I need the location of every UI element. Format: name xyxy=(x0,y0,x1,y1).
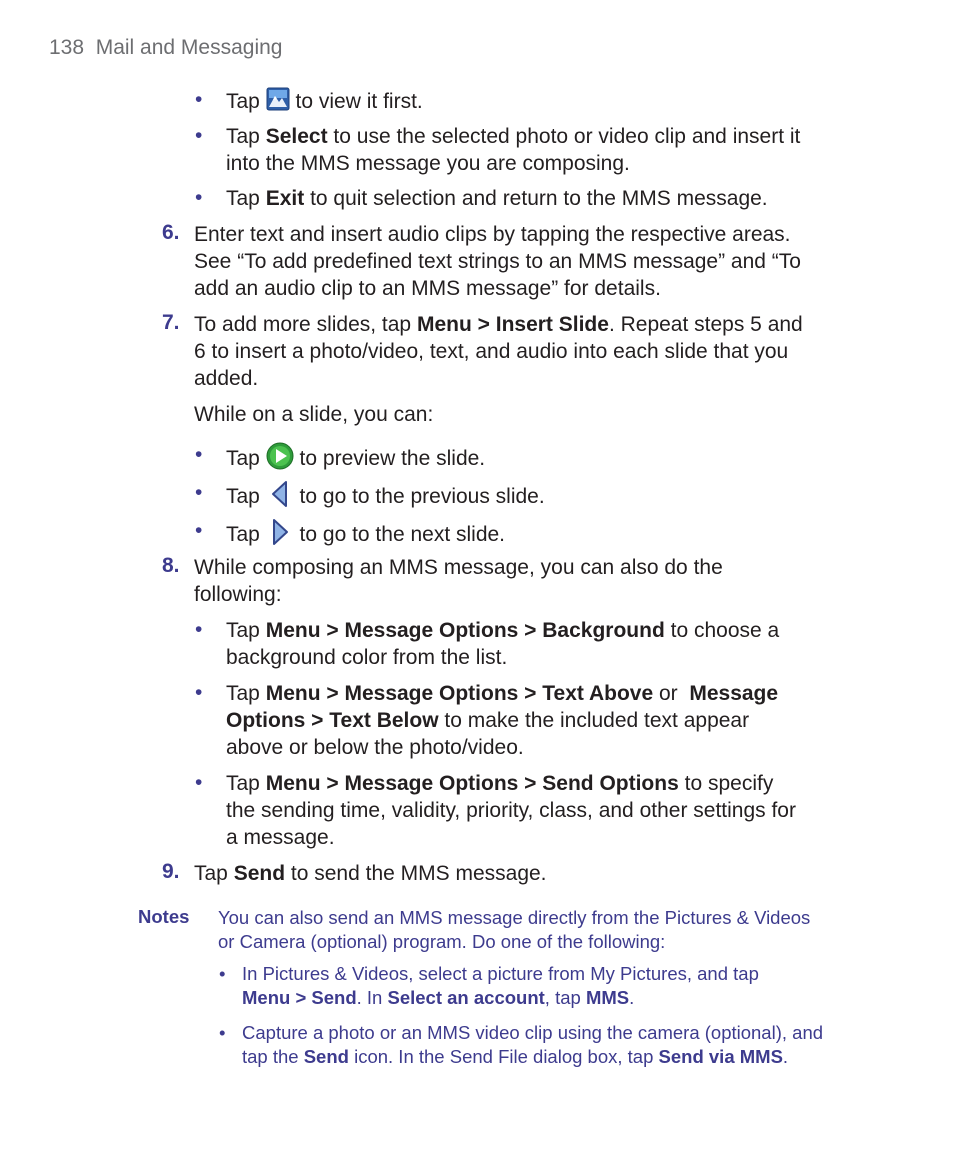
step-number: 9. xyxy=(162,860,180,883)
bullet-view-first: Tap to view it first. xyxy=(226,87,423,118)
bullet-previous-slide: Tap to go to the previous slide. xyxy=(226,480,545,515)
section-title: Mail and Messaging xyxy=(95,36,283,59)
step-7-intro: While on a slide, you can: xyxy=(194,403,434,426)
bullet-marker: • xyxy=(219,1022,226,1043)
page-number: 138 xyxy=(49,36,85,59)
bullet-marker: • xyxy=(195,186,203,209)
bullet-marker: • xyxy=(195,443,203,466)
bullet-marker: • xyxy=(195,681,203,704)
step-number: 7. xyxy=(162,311,180,334)
step-9-text: Tap Send to send the MMS message. xyxy=(194,862,547,885)
step-7-text: To add more slides, tap Menu > Insert Slide. Repeat steps 5 and 6 to insert a photo/video, text, and audio into each slide that you added. xyxy=(194,313,803,390)
bullet-marker: • xyxy=(195,124,203,147)
note-camera: Capture a photo or an MMS video clip using the camera (optional), and tap the Send icon. In the Send File dialog box, tap Send via MMS. xyxy=(242,1022,824,1067)
bullet-marker: • xyxy=(195,771,203,794)
play-preview-icon xyxy=(266,442,294,477)
bullet-marker: • xyxy=(195,481,203,504)
step-number: 8. xyxy=(162,554,180,577)
notes-intro: You can also send an MMS message directly from the Pictures & Videos or Camera (optional) program. Do one of the following: xyxy=(218,907,811,952)
bullet-background: Tap Menu > Message Options > Background to choose a background color from the list. xyxy=(226,619,780,669)
bullet-exit: Tap Exit to quit selection and return to the MMS message. xyxy=(226,187,768,210)
step-number: 6. xyxy=(162,221,180,244)
bullet-marker: • xyxy=(195,618,203,641)
notes-label: Notes xyxy=(138,906,190,927)
view-picture-icon xyxy=(266,87,290,118)
bullet-text-position: Tap Menu > Message Options > Text Above or Message Options > Text Below to make the included text appear above or below the photo/video. xyxy=(226,682,779,759)
step-6-text: Enter text and insert audio clips by tapping the respective areas. See “To add predefined text strings to an MMS message” and “To add an audio clip to an MMS message” for details. xyxy=(194,223,801,300)
bullet-marker: • xyxy=(219,963,226,984)
next-slide-icon xyxy=(270,518,290,553)
bullet-marker: • xyxy=(195,519,203,542)
bullet-select: Tap Select to use the selected photo or video clip and insert it into the MMS message you are composing. xyxy=(226,125,801,175)
previous-slide-icon xyxy=(270,480,290,515)
bullet-send-options: Tap Menu > Message Options > Send Options to specify the sending time, validity, priority, class, and other settings for a message. xyxy=(226,772,796,849)
bullet-marker: • xyxy=(195,88,203,111)
note-pictures-videos: In Pictures & Videos, select a picture from My Pictures, and tap Menu > Send. In Select an account, tap MMS. xyxy=(242,963,759,1008)
page-header xyxy=(49,36,282,60)
step-8-text: While composing an MMS message, you can also do the following: xyxy=(194,556,723,606)
bullet-preview-slide: Tap to preview the slide. xyxy=(226,442,485,477)
bullet-next-slide: Tap to go to the next slide. xyxy=(226,518,505,553)
